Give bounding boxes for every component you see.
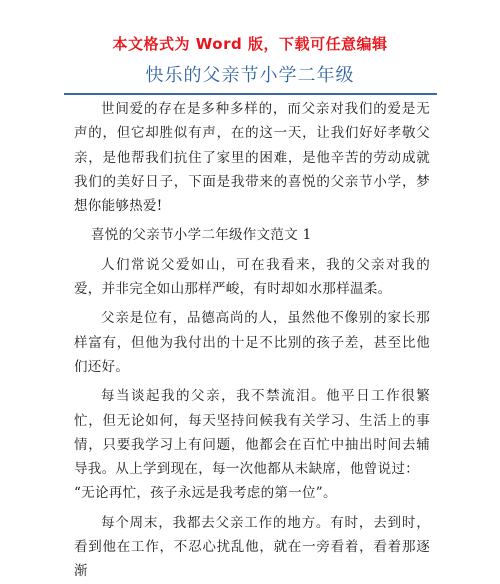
document-body <box>74 97 430 584</box>
body-paragraph-1: 人们常说父爱如山，可在我看来，我的父亲对我的爱，并非完全如山那样严峻，有时却如水那样温柔。 <box>74 256 430 298</box>
title-underline-divider <box>64 93 437 95</box>
intro-paragraph: 世间爱的存在是多种多样的，而父亲对我们的爱是无声的，但它却胜似有声，在的这一天，让我们好好孝敬父亲，是他帮我们抗住了家里的困难，是他辛苦的劳动成就我们的美好日子，下面是我带来的喜悦的父亲节小学，梦想你能够热爱! <box>74 101 430 215</box>
body-paragraph-2: 父亲是位有，品德高尚的人，虽然他不像别的家长那样富有，但他为我付出的十足不比别的孩子差，甚至比他们还好。 <box>74 310 430 375</box>
format-notice-banner: 本文格式为 Word 版，下载可任意编辑 <box>112 35 388 53</box>
quote-line: “无论再忙，孩子永远是我考虑的第一位”。 <box>74 485 337 502</box>
body-paragraph-4: 每个周末，我都去父亲工作的地方。有时，去到时，看到他在工作，不忍心扰乱他，就在一旁看着，看着那逐渐 <box>74 514 430 580</box>
section-heading: 喜悦的父亲节小学二年级作文范文 1 <box>91 227 312 244</box>
document-title: 快乐的父亲节小学二年级 <box>145 65 355 86</box>
body-paragraph-3: 每当谈起我的父亲，我不禁流泪。他平日工作很繁忙，但无论如何，每天坚持问候我有关学习、生活上的事情，只要我学习上有问题，他都会在百忙中抽出时间去辅导我。从上学到现在，每一次他都从未缺席，他曾说过： <box>74 388 430 478</box>
